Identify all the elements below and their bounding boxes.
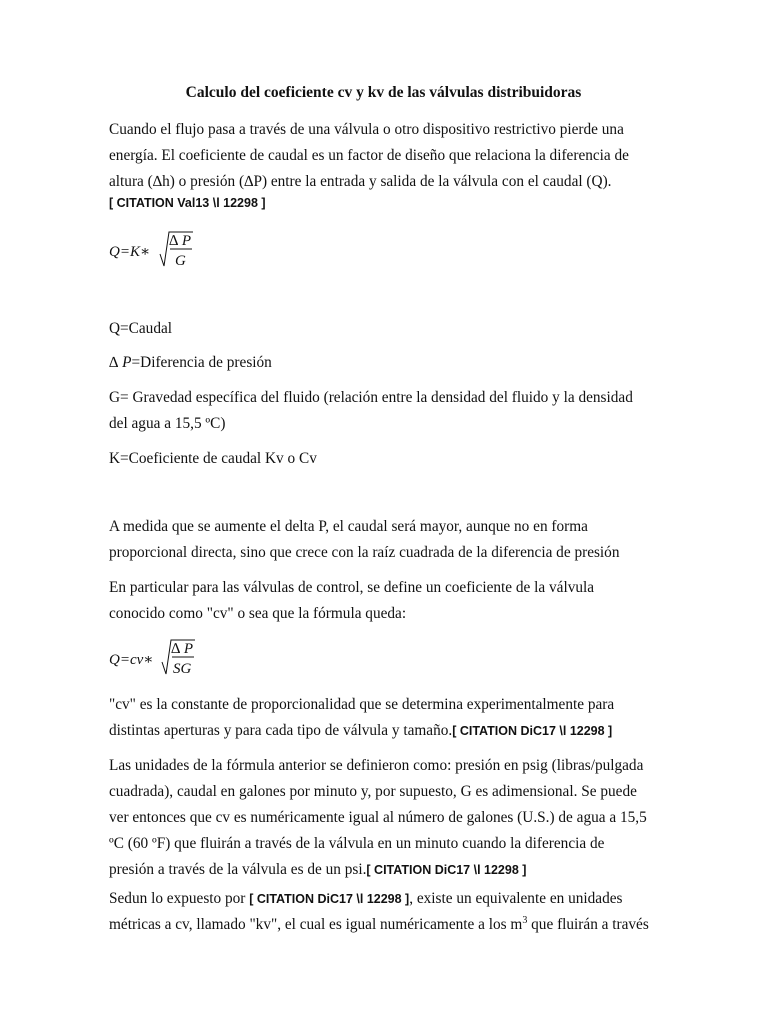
equation-flow-k: [109, 230, 229, 270]
kv-line-1: [109, 886, 658, 912]
def-delta-p-symbol: ∆ P: [109, 354, 132, 371]
equation2-denominator: SG: [173, 661, 192, 677]
units-line-5: [109, 857, 658, 883]
kv-line-2-post: que fluirán a través: [527, 916, 649, 933]
kv-line-1-post: , existe un equivalente en unidades: [409, 890, 623, 907]
kv-superscript: 3: [522, 914, 528, 926]
delta-p-line-1: A medida que se aumente el delta P, el caudal será mayor, aunque no en forma: [109, 518, 588, 535]
cv-definition-paragraph: [109, 692, 658, 744]
kv-line-1-pre: Sedun lo expuesto por: [109, 890, 246, 907]
def-g-line-2: del agua a 15,5 ºC): [109, 415, 226, 432]
equation-numerator: ∆ P: [169, 233, 192, 249]
intro-line-1: Cuando el flujo pasa a través de una válvula o otro dispositivo restrictivo pierde una: [109, 121, 624, 138]
def-delta-p: [109, 350, 658, 376]
citation-text: [ CITATION Val13 \l 12298 ]: [109, 196, 266, 210]
equation-denominator: G: [175, 253, 186, 269]
delta-p-line-2: proporcional directa, sino que crece con la raíz cuadrada de la diferencia de presión: [109, 544, 620, 561]
cv-definition-line-2: [109, 718, 658, 744]
kv-paragraph: [109, 886, 658, 938]
equation-flow-k-svg: [109, 230, 229, 274]
units-line-1: Las unidades de la fórmula anterior se definieron como: presión en psig (libras/pulgada: [109, 757, 644, 774]
kv-line-2-pre: métricas a cv, llamado "kv", el cual es igual numéricamente a los m: [109, 916, 523, 933]
def-k: K=Coeficiente de caudal Kv o Cv: [109, 450, 317, 467]
intro-paragraph: [109, 117, 658, 195]
def-q: Q=Caudal: [109, 320, 173, 337]
delta-p-paragraph: [109, 514, 658, 566]
kv-line-2: [109, 912, 658, 938]
units-line-5-text: presión a través de la válvula es de un psi.: [109, 861, 367, 878]
cv-definition-line-2-text: distintas aperturas y para cada tipo de válvula y tamaño.: [109, 722, 453, 739]
cv-definition-line-1: "cv" es la constante de proporcionalidad que se determina experimentalmente para: [109, 696, 615, 713]
citation-dic17-c: [ CITATION DiC17 \l 12298 ]: [249, 892, 410, 906]
def-delta-p-text: =Diferencia de presión: [131, 354, 272, 371]
intro-line-3: altura (∆h) o presión (∆P) entre la entrada y salida de la válvula con el caudal (Q).: [109, 173, 612, 190]
cv-intro-line-1: En particular para las válvulas de control, se define un coeficiente de la válvula: [109, 579, 595, 596]
units-line-4: ºC (60 ºF) que fluirán a través de la válvula en un minuto cuando la diferencia de: [109, 835, 605, 852]
equation-lhs: Q=K∗: [109, 244, 151, 260]
cv-intro-line-2: conocido como "cv" o sea que la fórmula queda:: [109, 605, 407, 622]
equation2-numerator: ∆ P: [171, 641, 194, 657]
equation2-lhs: Q=cv∗: [109, 652, 154, 668]
equation-flow-cv-svg: [109, 638, 229, 682]
units-paragraph: [109, 753, 658, 883]
citation-val13: [109, 192, 658, 214]
units-line-2: cuadrada), caudal en galones por minuto y, por supuesto, G es adimensional. Se puede: [109, 783, 637, 800]
citation-dic17-a: [ CITATION DiC17 \l 12298 ]: [452, 724, 613, 738]
intro-line-2: energía. El coeficiente de caudal es un factor de diseño que relaciona la diferencia de: [109, 147, 629, 164]
def-g: [109, 385, 658, 437]
citation-dic17-b: [ CITATION DiC17 \l 12298 ]: [366, 863, 527, 877]
document-title: Calculo del coeficiente cv y kv de las válvulas distribuidoras: [185, 84, 582, 101]
units-line-3: ver entonces que cv es numéricamente igual al número de galones (U.S.) de agua a 15,5: [109, 809, 647, 826]
cv-intro-paragraph: [109, 575, 658, 627]
equation-flow-cv: [109, 638, 229, 678]
def-g-line-1: G= Gravedad específica del fluido (relación entre la densidad del fluido y la densidad: [109, 389, 633, 406]
